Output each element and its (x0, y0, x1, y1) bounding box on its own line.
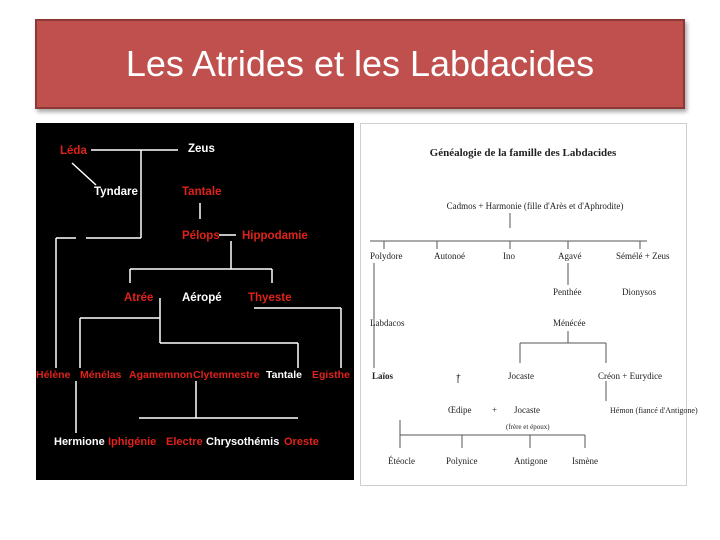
name-ino: Ino (503, 251, 515, 261)
name-helene: Hélène (36, 369, 71, 381)
name-clytemnestre: Clytemnestre (193, 369, 260, 381)
name-agave: Agavé (558, 251, 582, 261)
name-labdacos: Labdacos (370, 318, 405, 328)
slide-title: Les Atrides et les Labdacides (125, 43, 595, 84)
name-oedipe: Œdipe (448, 405, 472, 415)
atrides-tree (36, 123, 354, 480)
name-tyndare: Tyndare (94, 186, 138, 198)
name-polynice: Polynice (446, 456, 478, 466)
name-menecee: Ménécée (553, 318, 586, 328)
name-aerope: Aéropé (182, 292, 222, 304)
name-jocaste-2: Jocaste (514, 405, 540, 415)
name-tantale-2: Tantale (266, 369, 302, 381)
name-cadmos: Cadmos + Harmonie (fille d'Arès et d'Aphrodite) (446, 201, 624, 211)
name-pelops: Pélops (182, 230, 220, 242)
name-penthee: Penthée (553, 287, 582, 297)
name-semele: Sémélé + Zeus (616, 251, 670, 261)
title-bar (35, 19, 685, 109)
name-laios: Laïos (372, 371, 394, 381)
plus-sign-1: + (456, 371, 462, 381)
name-thyeste: Thyeste (248, 292, 292, 304)
note-frere-epoux: (frère et époux) (506, 423, 550, 431)
name-atree: Atrée (124, 292, 154, 304)
name-oreste: Oreste (284, 436, 319, 448)
name-agamemnon: Agamemnon (129, 369, 193, 381)
name-creon: Créon + Eurydice (598, 371, 663, 381)
name-hermione: Hermione (54, 436, 105, 448)
name-leda: Léda (60, 145, 87, 157)
name-antigone: Antigone (514, 456, 548, 466)
labdacides-tree (360, 123, 698, 486)
plus-sign-2: + (492, 405, 498, 415)
name-menelas: Ménélas (80, 369, 122, 381)
name-dionysos: Dionysos (622, 287, 657, 297)
name-ismene: Ismène (572, 456, 598, 466)
name-hippodamie: Hippodamie (242, 230, 308, 242)
name-eteocle: Étéocle (388, 456, 415, 466)
name-chrysothemis: Chrysothémis (206, 436, 280, 448)
labdacides-frame (361, 124, 687, 486)
name-jocaste-1: Jocaste (508, 371, 534, 381)
name-hemon: Hémon (fiancé d'Antigone) (610, 406, 698, 415)
name-egisthe: Egisthe (312, 369, 350, 381)
name-electre: Electre (166, 436, 203, 448)
name-zeus: Zeus (188, 143, 215, 155)
name-autonoe: Autonoé (434, 251, 465, 261)
name-tantale: Tantale (182, 186, 222, 198)
name-iphigenie: Iphigénie (108, 436, 157, 448)
labdacides-title: Généalogie de la famille des Labdacides (429, 147, 617, 159)
name-polydore: Polydore (370, 251, 403, 261)
